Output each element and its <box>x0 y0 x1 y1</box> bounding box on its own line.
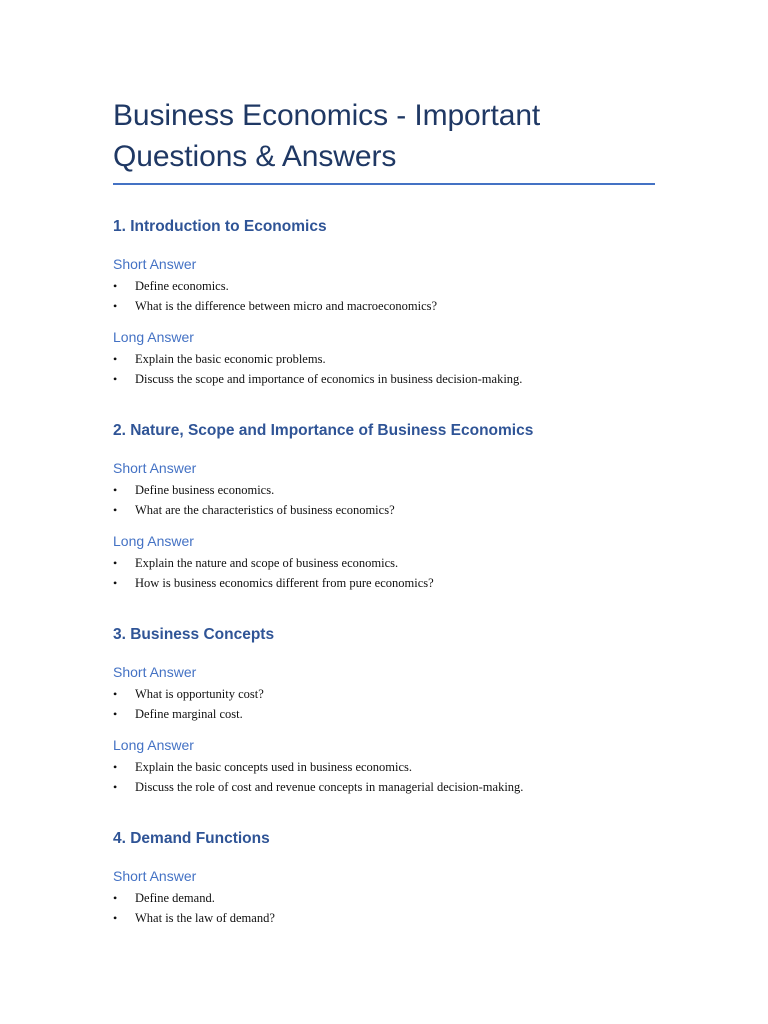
short-answer-list <box>113 480 655 520</box>
long-answer-heading: Long Answer <box>113 533 194 549</box>
document-content <box>113 95 655 928</box>
question-text: What is the difference between micro and macroeconomics? <box>135 299 438 313</box>
question-text: Define business economics. <box>135 483 275 497</box>
section-introduction-to-economics <box>113 217 655 389</box>
bullet-icon: • <box>113 352 118 366</box>
question-text: What is the law of demand? <box>135 911 275 925</box>
bullet-icon: • <box>113 780 118 794</box>
question-text: What are the characteristics of business economics? <box>135 503 395 517</box>
section-nature-scope-importance <box>113 421 655 593</box>
document-title <box>113 95 655 183</box>
long-answer-heading: Long Answer <box>113 737 194 753</box>
long-answer-heading: Long Answer <box>113 329 194 345</box>
question-text: Discuss the role of cost and revenue concepts in managerial decision-making. <box>135 780 524 794</box>
list-item <box>113 573 655 593</box>
question-text: Explain the basic concepts used in business economics. <box>135 760 413 774</box>
document-title-line-2: Questions & Answers <box>113 140 397 173</box>
question-text: Define marginal cost. <box>135 707 243 721</box>
bullet-icon: • <box>113 372 118 386</box>
question-text: How is business economics different from pure economics? <box>135 576 434 590</box>
short-answer-list <box>113 684 655 724</box>
bullet-icon: • <box>113 891 118 905</box>
bullet-icon: • <box>113 556 118 570</box>
short-answer-list <box>113 276 655 316</box>
section-heading: 2. Nature, Scope and Importance of Business Economics <box>113 422 534 439</box>
short-answer-heading: Short Answer <box>113 460 197 476</box>
bullet-icon: • <box>113 503 118 517</box>
section-business-concepts <box>113 625 655 797</box>
section-heading: 1. Introduction to Economics <box>113 218 327 235</box>
title-underline-rule <box>113 183 655 185</box>
list-item <box>113 553 655 573</box>
bullet-icon: • <box>113 299 118 313</box>
bullet-icon: • <box>113 707 118 721</box>
list-item <box>113 276 655 296</box>
long-answer-list <box>113 553 655 593</box>
bullet-icon: • <box>113 911 118 925</box>
list-item <box>113 888 655 908</box>
section-heading: 4. Demand Functions <box>113 830 270 847</box>
question-text: Explain the nature and scope of business economics. <box>135 556 399 570</box>
long-answer-list <box>113 349 655 389</box>
list-item <box>113 684 655 704</box>
question-text: Define demand. <box>135 891 215 905</box>
list-item <box>113 757 655 777</box>
question-text: What is opportunity cost? <box>135 687 264 701</box>
list-item <box>113 777 655 797</box>
question-text: Define economics. <box>135 279 229 293</box>
long-answer-list <box>113 757 655 797</box>
bullet-icon: • <box>113 483 118 497</box>
bullet-icon: • <box>113 687 118 701</box>
question-text: Explain the basic economic problems. <box>135 352 326 366</box>
list-item <box>113 480 655 500</box>
short-answer-heading: Short Answer <box>113 256 197 272</box>
document-title-line-1: Business Economics - Important <box>113 99 541 132</box>
list-item <box>113 349 655 369</box>
bullet-icon: • <box>113 760 118 774</box>
list-item <box>113 369 655 389</box>
bullet-icon: • <box>113 279 118 293</box>
short-answer-heading: Short Answer <box>113 868 197 884</box>
bullet-icon: • <box>113 576 118 590</box>
section-demand-functions <box>113 829 655 928</box>
list-item <box>113 500 655 520</box>
list-item <box>113 908 655 928</box>
question-text: Discuss the scope and importance of economics in business decision-making. <box>135 372 523 386</box>
short-answer-list <box>113 888 655 928</box>
section-heading: 3. Business Concepts <box>113 626 275 643</box>
list-item <box>113 296 655 316</box>
list-item <box>113 704 655 724</box>
short-answer-heading: Short Answer <box>113 664 197 680</box>
